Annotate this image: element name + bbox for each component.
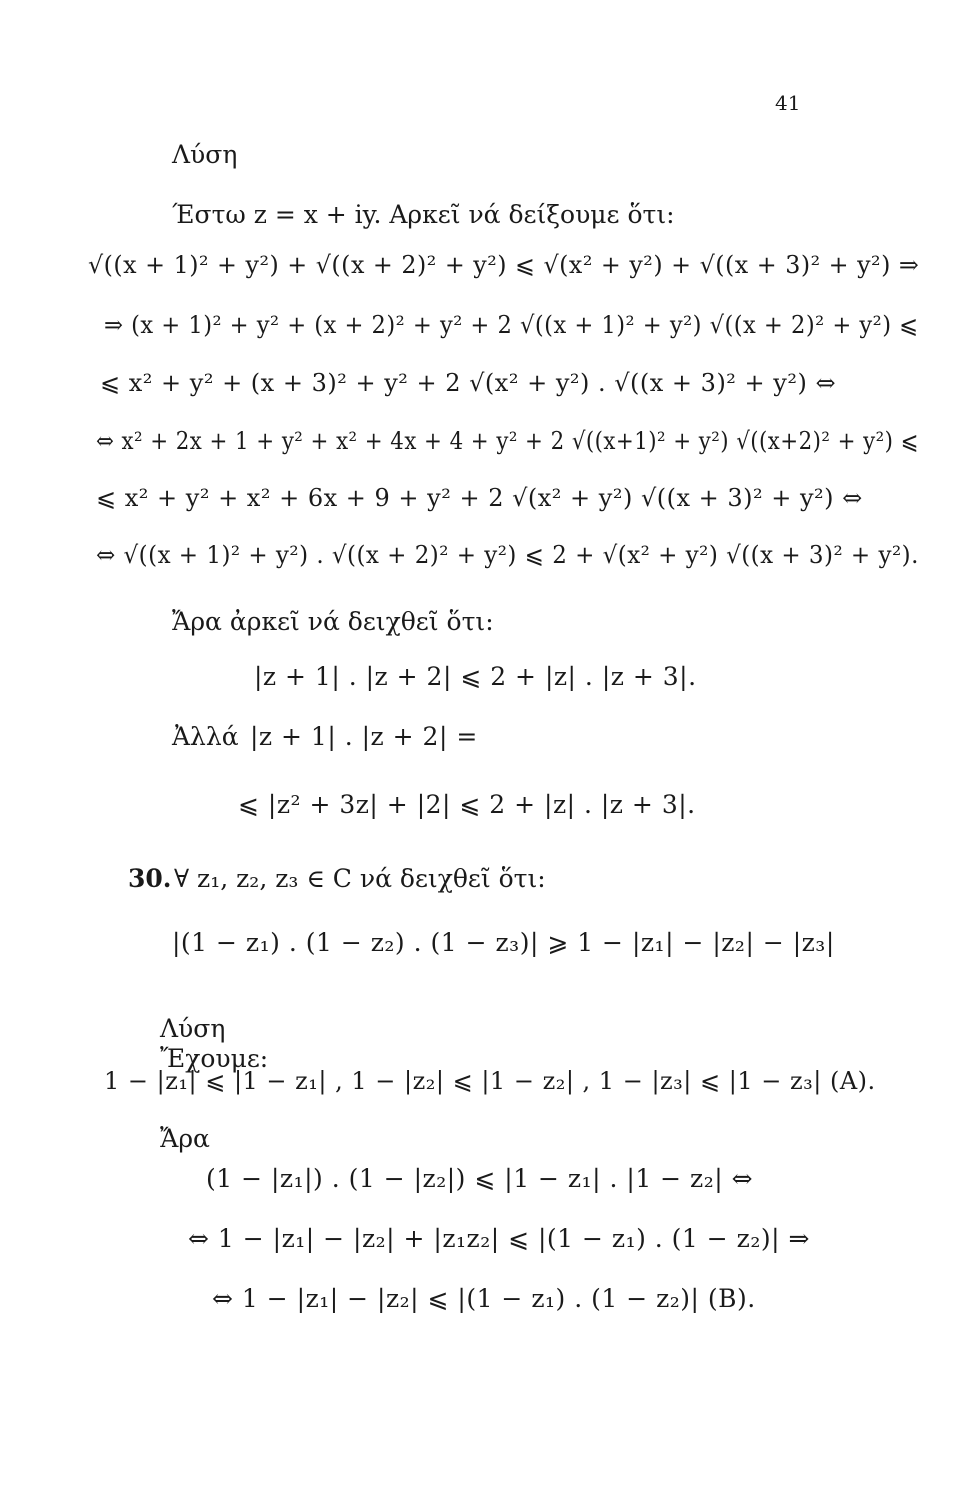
equation-line-6: ⇔ √((x + 1)² + y²) . √((x + 2)² + y²) ⩽ 2 + √(x² + y²) √((x + 3)² + y²).	[96, 541, 919, 569]
equation-line-2: ⇒ (x + 1)² + y² + (x + 2)² + y² + 2 √((x + 1)² + y²) √((x + 2)² + y²) ⩽	[104, 311, 919, 339]
but-expression: |z + 1| . |z + 2| =	[250, 722, 478, 751]
result-line-1: (1 − |z₁|) . (1 − |z₂|) ⩽ |1 − z₁| . |1 − z₂| ⇔	[206, 1164, 754, 1193]
therefore-text: Ἄρα ἀρκεῖ νά δειχθεῖ ὅτι:	[172, 607, 494, 636]
page-number: 41	[775, 91, 801, 115]
claim-inequality: |z + 1| . |z + 2| ⩽ 2 + |z| . |z + 3|.	[254, 662, 697, 691]
solution-heading: Λύση	[172, 140, 238, 169]
solution-intro: Έστω z = x + iy. Αρκεῖ νά δείξουμε ὅτι:	[172, 200, 675, 229]
therefore-text-2: Ἄρα	[160, 1124, 210, 1153]
equation-line-1: √((x + 1)² + y²) + √((x + 2)² + y²) ⩽ √(x² + y²) + √((x + 3)² + y²) ⇒	[88, 251, 920, 279]
but-label: Ἀλλά	[172, 722, 239, 751]
solution-heading-2: Λύση	[160, 1014, 226, 1043]
inequality-line-a: 1 − |z₁| ⩽ |1 − z₁| , 1 − |z₂| ⩽ |1 − z₂| , 1 − |z₃| ⩽ |1 − z₃| (A).	[104, 1067, 876, 1095]
problem-inequality: |(1 − z₁) . (1 − z₂) . (1 − z₃)| ⩾ 1 − |z₁| − |z₂| − |z₃|	[172, 928, 835, 957]
equation-line-3: ⩽ x² + y² + (x + 3)² + y² + 2 √(x² + y²) . √((x + 3)² + y²) ⇔	[100, 369, 837, 397]
problem-number: 30.	[128, 864, 172, 893]
problem-statement: ∀ z₁, z₂, z₃ ∈ C νά δειχθεῖ ὅτι:	[174, 864, 546, 893]
result-line-3: ⇔ 1 − |z₁| − |z₂| ⩽ |(1 − z₁) . (1 − z₂)| (B).	[212, 1284, 756, 1313]
equation-line-5: ⩽ x² + y² + x² + 6x + 9 + y² + 2 √(x² + y²) √((x + 3)² + y²) ⇔	[96, 484, 863, 512]
we-have-text: Ἔχουμε:	[160, 1044, 269, 1073]
final-inequality: ⩽ |z² + 3z| + |2| ⩽ 2 + |z| . |z + 3|.	[238, 790, 696, 819]
result-line-2: ⇔ 1 − |z₁| − |z₂| + |z₁z₂| ⩽ |(1 − z₁) . (1 − z₂)| ⇒	[188, 1224, 810, 1253]
equation-line-4: ⇔ x² + 2x + 1 + y² + x² + 4x + 4 + y² + 2 √((x+1)² + y²) √((x+2)² + y²) ⩽	[96, 427, 919, 455]
